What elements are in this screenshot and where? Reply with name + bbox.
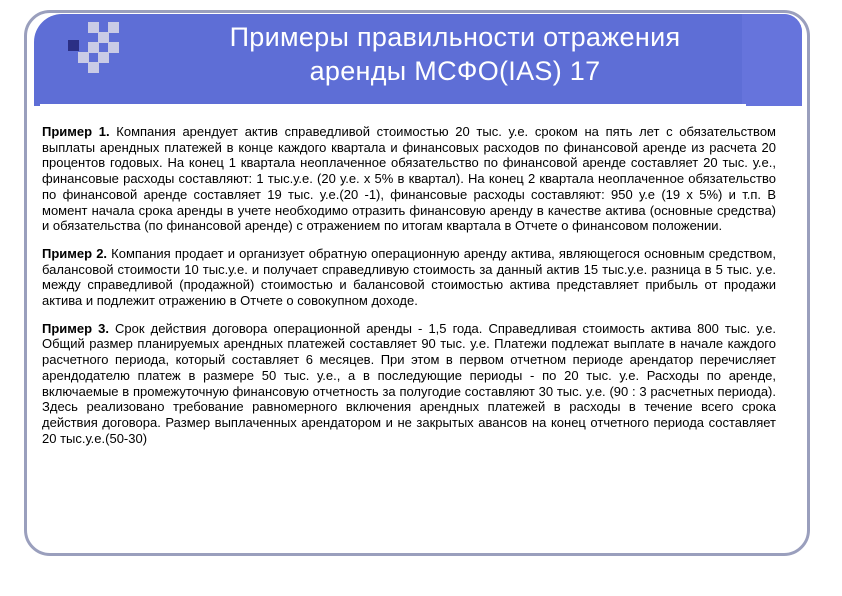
slide-title (140, 20, 770, 88)
title-divider (40, 104, 746, 106)
example-2-paragraph (42, 246, 776, 309)
example-1-text: Компания арендует актив справедливой стоимостью 20 тыс. у.е. сроком на пять лет с обязательством выплаты арендных платежей в конце каждого квартала и финансовых расходов по финансовой аренде из расчета 20 процентов годовых. На конец 1 квартала неоплаченное обязательство по финансовой аренде составляет 20 тыс. у.е., финансовые расходы составляют: 1 тыс.у.е. (20 у.е. х 5% в квартал). На конец 2 квартала неоплаченное обязательство по финансовой аренде составляет 19 тыс. у.е.(20 -1), финансовые расходы составляют: 950 у.е (19 х 5%) и т.п. В момент начала срока аренды в учете необходимо отразить финансовую аренду в качестве актива (основные средства) и обязательства (по финансовой аренде) с отражением по итогам квартала в Отчете о финансовом положении. (42, 124, 776, 234)
example-2-text: Компания продает и организует обратную операционную аренду актива, являющегося основным средством, балансовой стоимости 10 тыс.у.е. и получает справедливую стоимость за данный актив 15 тыс.у.е. разница в 5 тыс. у.е. между справедливой (продажной) стоимостью и балансовой стоимостью актива представляет прибыль от продажи актива и подлежит отражению в Отчете о совокупном доходе. (42, 245, 776, 309)
example-1-lead: Пример 1. (42, 124, 110, 139)
example-3-text: Срок действия договора операционной аренды - 1,5 года. Справедливая стоимость актива 800 тыс. у.е. Общий размер планируемых арендных платежей составляет 90 тыс. у.е. Платежи подлежат выплате в начале каждого расчетного периода, который составляет 6 месяцев. При этом в первом отчетном периоде арендатор перечисляет арендодателю платеж в размере 50 тыс. у.е., а в последующие периоды - по 20 тыс. у.е. Расходы по аренде, включаемые в промежуточную финансовую отчетность за полугодие составляют 30 тыс. у.е. (90 : 3 расчетных периода). Здесь реализовано требование равномерного включения арендных платежей в расходы в течение всего срока действия договора. Размер выплаченных арендатором и не закрытых авансов на конец отчетного периода составляет 20 тыс.у.е.(50-30) (42, 320, 776, 446)
example-2-lead: Пример 2. (42, 245, 108, 261)
example-3-lead: Пример 3. (42, 320, 109, 336)
title-line-2: аренды МСФО(IAS) 17 (309, 56, 601, 86)
checkered-squares-icon (68, 22, 128, 82)
example-3-paragraph (42, 321, 776, 447)
example-1-paragraph (42, 124, 776, 234)
title-line-1: Примеры правильности отражения (229, 22, 681, 52)
content-body (42, 124, 776, 458)
